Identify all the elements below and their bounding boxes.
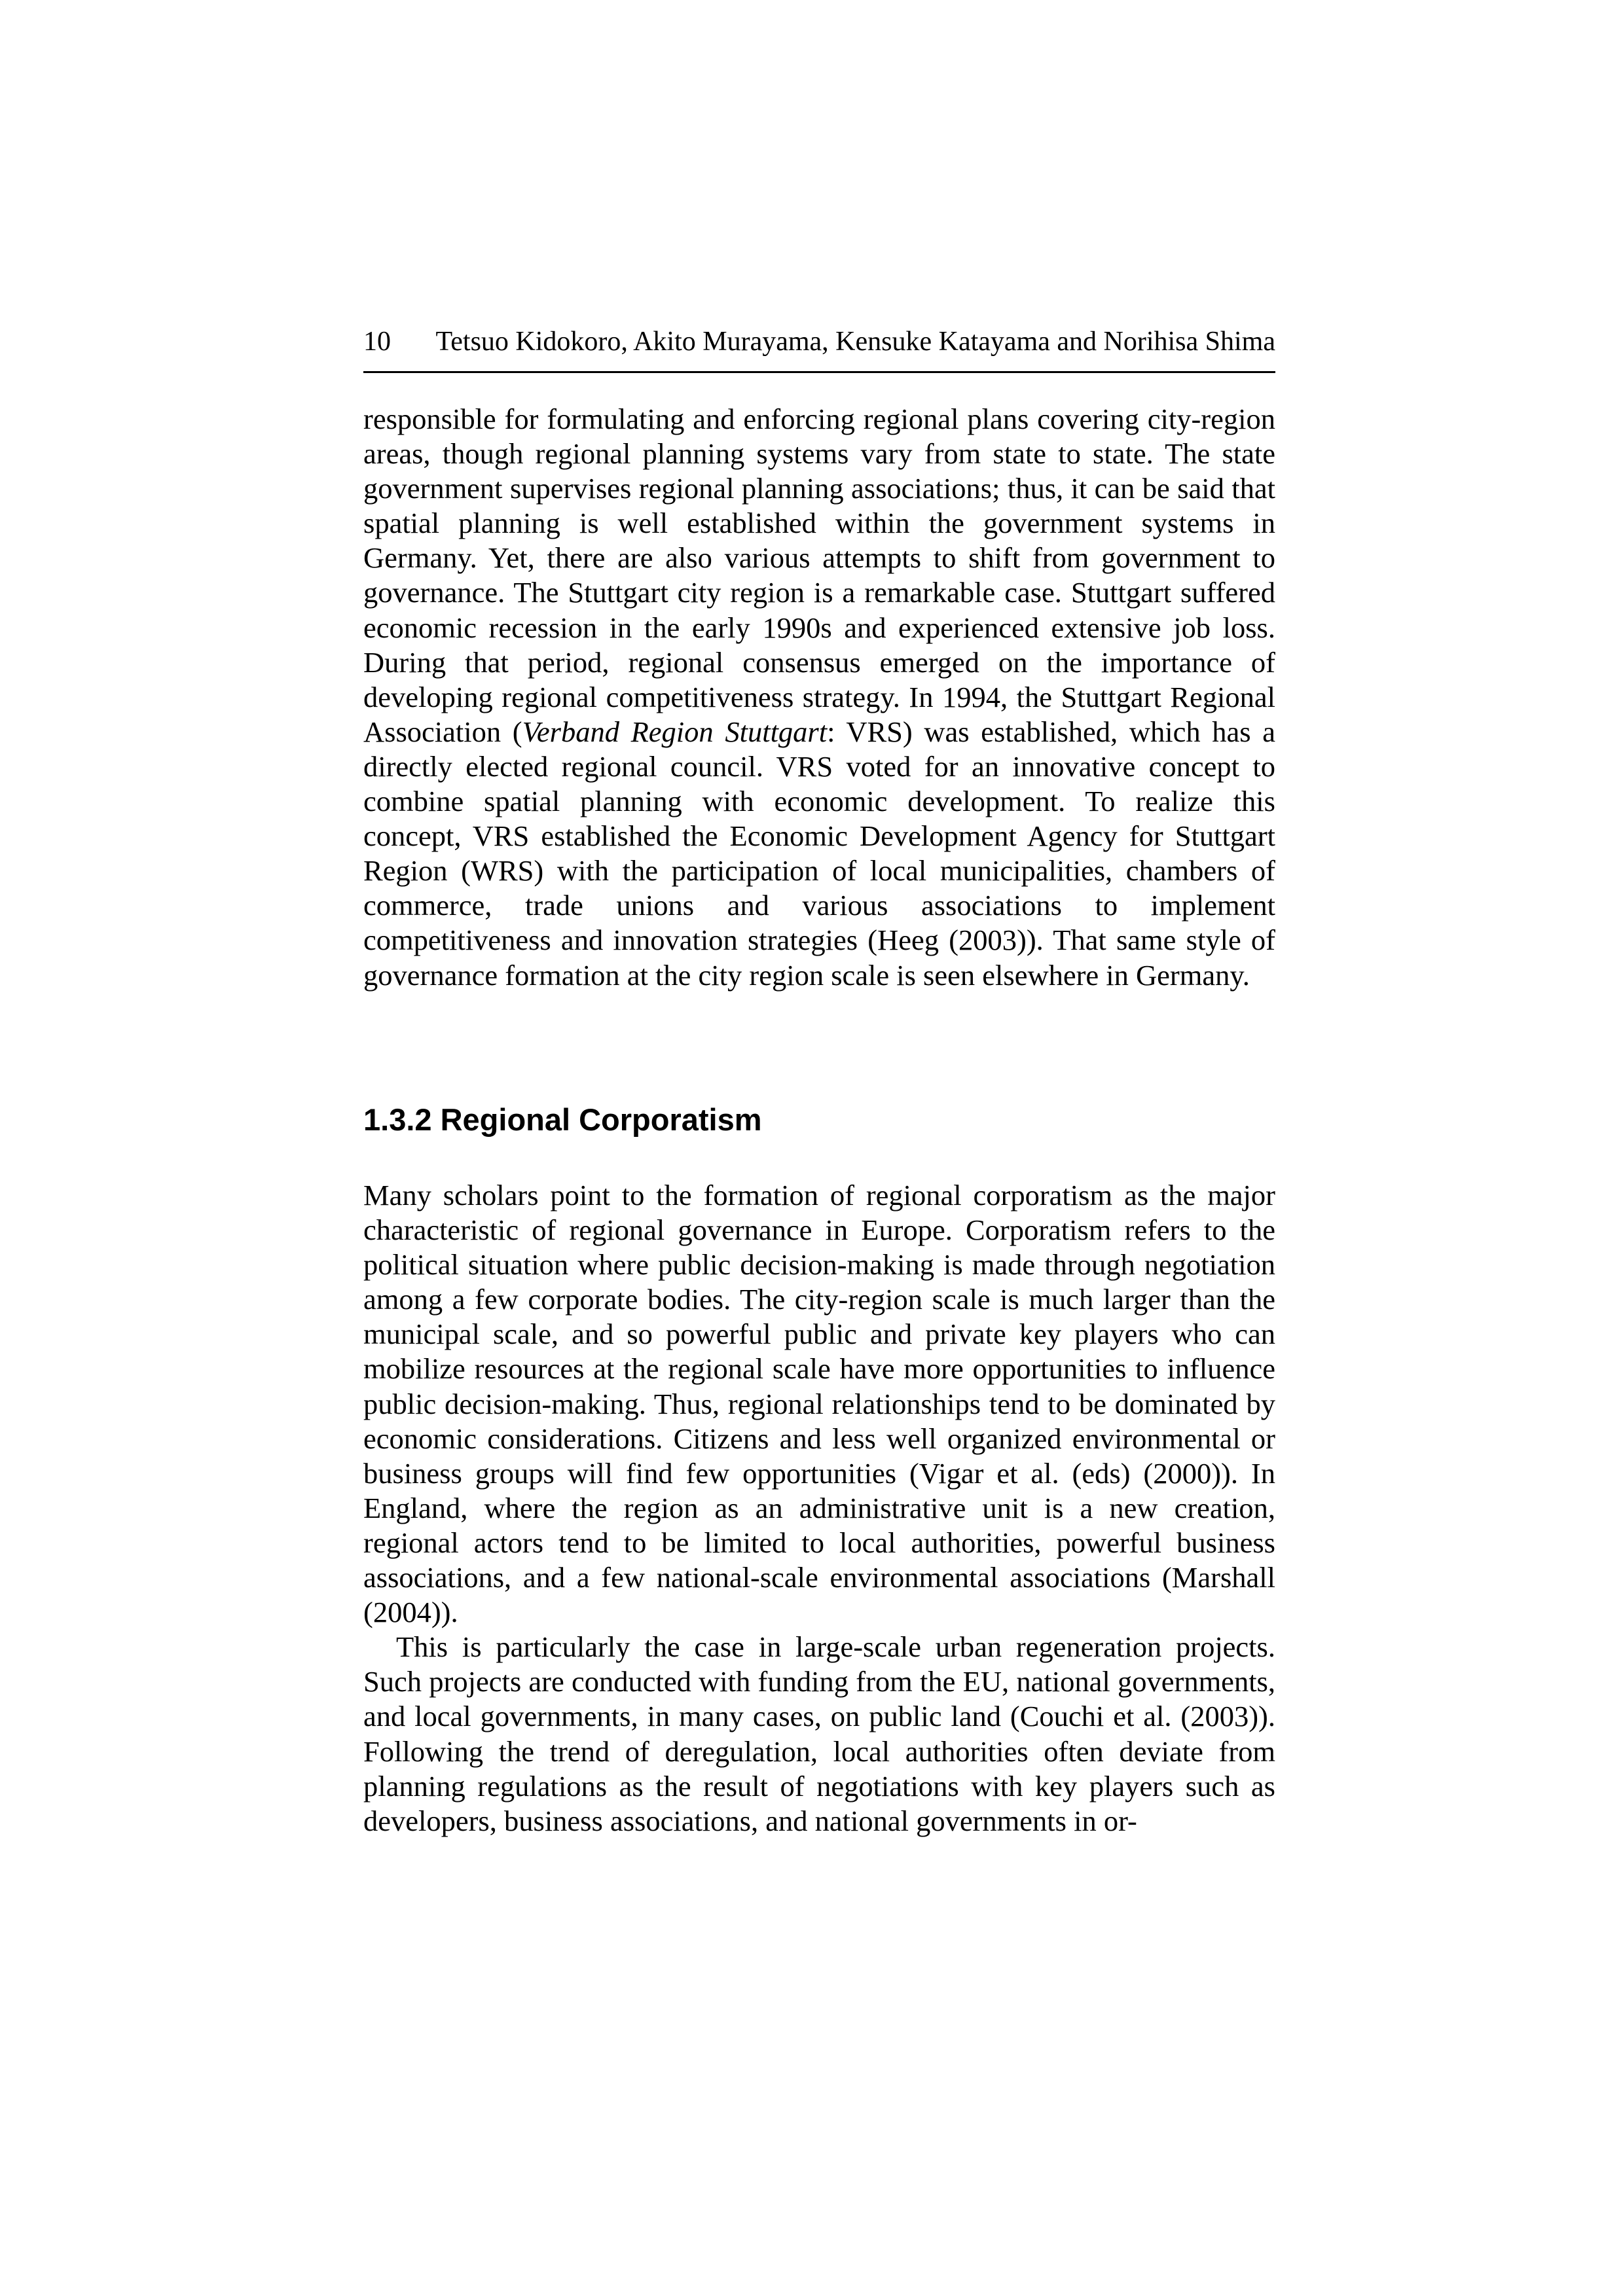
section-heading: 1.3.2 Regional Corporatism bbox=[363, 1102, 762, 1137]
paragraph-1-text-a: responsible for formulating and enforcing regional plans covering city-region areas, though regional planning systems vary from state to state. The state government supervises regional planning associations; thus, it can be said that spatial planning is well established within the government systems in Germany. Yet, there are also various attempts to shift from government to governance. The Stuttgart city region is a remarkable case. Stuttgart suffered economic recession in the early 1990s and experienced extensive job loss. During that period, regional consensus emerged on the importance of developing regional competitiveness strategy. In 1994, the Stuttgart Regional Association ( bbox=[363, 403, 1275, 748]
body-paragraph-3: This is particularly the case in large-scale urban regeneration projects. Such projects are conducted with funding from the EU, national governments, and local governments, in many cases, on public land (Couchi et al. (2003)). Following the trend of deregulation, local authorities often deviate from planning regulations as the result of negotiations with key players such as developers, business associations, and national governments in or- bbox=[363, 1630, 1275, 1837]
running-head: Tetsuo Kidokoro, Akito Murayama, Kensuke Katayama and Norihisa Shima bbox=[435, 327, 1275, 357]
body-paragraph-1 bbox=[363, 402, 1275, 993]
body-paragraph-2: Many scholars point to the formation of regional corporatism as the major characteristic of regional governance in Europe. Corporatism refers to the political situation where public decision-making is made through negotiation among a few corporate bodies. The city-region scale is much larger than the municipal scale, and so powerful public and private key players who can mobilize resources at the regional scale have more opportunities to influence public decision-making. Thus, regional relationships tend to be dominated by economic considerations. Citizens and less well organized environmental or business groups will find few opportunities (Vigar et al. (eds) (2000)). In England, where the region as an administrative unit is a new creation, regional actors tend to be limited to local authorities, powerful business associations, and a few national-scale environmental associations (Marshall (2004)). bbox=[363, 1179, 1275, 1629]
text-block-bottom bbox=[363, 1178, 1275, 1839]
paragraph-1-italic-term: Verband Region Stuttgart bbox=[522, 715, 828, 748]
text-block-top bbox=[363, 402, 1275, 993]
page-number: 10 bbox=[363, 327, 391, 357]
paragraph-1-text-b: : VRS) was established, which has a directly elected regional council. VRS voted for an innovative concept to combine spatial planning with economic development. To realize this concept, VRS established the Economic Development Agency for Stuttgart Region (WRS) with the participation of local municipalities, chambers of commerce, trade unions and various associations to implement competitiveness and innovation strategies (Heeg (2003)). That same style of governance formation at the city region scale is seen elsewhere in Germany. bbox=[363, 715, 1276, 992]
page-header bbox=[363, 319, 1275, 373]
